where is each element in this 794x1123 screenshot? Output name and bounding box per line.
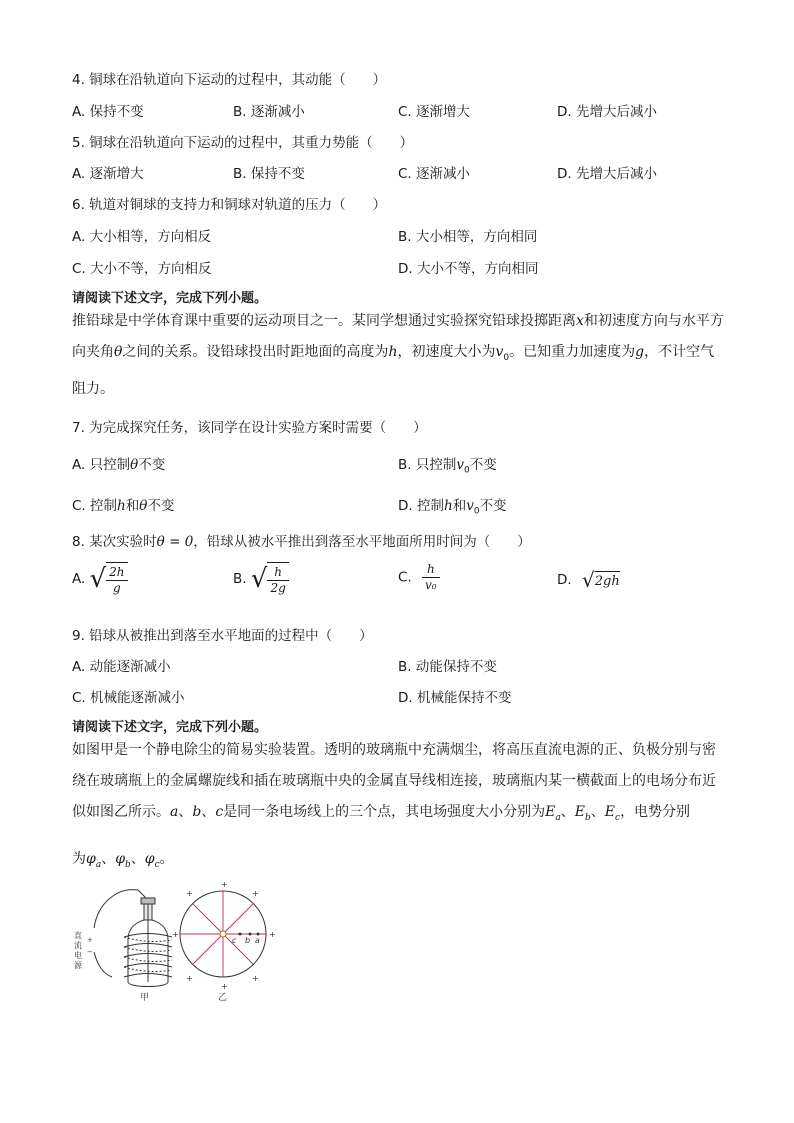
pt-c: c (215, 804, 224, 820)
q7-c-pre: C. 控制 (72, 498, 118, 514)
field-ec: E (604, 804, 616, 820)
q7-c-var2: θ (139, 498, 148, 514)
field-eb-sub: b (585, 812, 591, 823)
q8-stem-pre: 8. 某次实验时 (72, 534, 157, 550)
svg-text:+: + (221, 880, 228, 889)
q7-c-post: 不变 (147, 498, 175, 514)
power-plus: + (87, 936, 93, 944)
q8-stem-post: ，铅球从被水平推出到落至水平地面所用时间为（ ） (193, 534, 531, 550)
electrostatic-figure (68, 882, 278, 1002)
q7-d-mid: 和 (452, 498, 467, 514)
q9-option-b: B. 动能保持不变 (398, 659, 497, 675)
power-label-2: 流 (74, 941, 82, 950)
field-ea: E (545, 804, 556, 820)
q7-d-var1: h (443, 498, 453, 514)
potential-c: φ (144, 850, 155, 867)
potential-b-sub: b (125, 859, 131, 870)
q4-option-a: A. 保持不变 (72, 104, 144, 120)
sqrt-a: √ $\frac{2h}{g}$ (90, 562, 128, 596)
var-v-sub: 0 (503, 352, 510, 363)
q8-c-label: C. (398, 569, 412, 586)
wire-top (94, 890, 148, 928)
svg-text:+: + (172, 930, 179, 939)
q8-stem-eq: θ = 0 (156, 534, 194, 550)
potential-b: φ (115, 850, 125, 867)
q7-b-pre: B. 只控制 (398, 457, 457, 473)
q7-option-d (398, 494, 507, 517)
q6-option-a: A. 大小相等，方向相反 (72, 229, 212, 245)
passage-shot-put (72, 306, 724, 405)
q7-stem: 7. 为完成探究任务，该同学在设计实验方案时需要（ ） (72, 420, 427, 436)
q8-option-a (72, 562, 128, 596)
bottle-apparatus (94, 890, 172, 987)
q7-option-a (72, 453, 165, 473)
field-ea-sub: a (555, 812, 561, 823)
var-h: h (388, 344, 398, 360)
passage2-line3-c: ，电势分别 (620, 804, 691, 820)
passage1-text-5: 。已知重力加速度为 (509, 344, 636, 360)
power-label-1: 直 (74, 931, 82, 940)
q5-stem: 5. 铜球在沿轨道向下运动的过程中，其重力势能（ ） (72, 135, 414, 151)
sep-1: 、 (178, 804, 193, 820)
q8-stem (72, 530, 732, 550)
q4-stem: 4. 铜球在沿轨道向下运动的过程中，其动能（ ） (72, 72, 387, 88)
q7-b-sub: 0 (464, 465, 470, 476)
q5-option-d: D. 先增大后减小 (557, 166, 657, 182)
power-label-3: 电 (74, 951, 82, 960)
q7-d-pre: D. 控制 (398, 498, 444, 514)
bottle-cap (141, 898, 155, 904)
q4-option-b: B. 逐渐减小 (233, 104, 305, 120)
q8-c-den: v₀ (425, 578, 437, 592)
q7-c-mid: 和 (125, 498, 140, 514)
var-x: x (576, 313, 584, 329)
passage2-line-1: 如图甲是一个静电除尘的简易实验装置。透明的玻璃瓶中充满烟尘，将高压直流电源的正、负极分别与密 (72, 742, 716, 758)
var-g: g (635, 344, 645, 360)
point-c-dot (239, 933, 242, 936)
svg-text:+: + (269, 930, 276, 939)
passage2-line3-b: 是同一条电场线上的三个点，其电场强度大小分别为 (223, 804, 546, 820)
q9-option-a: A. 动能逐渐减小 (72, 659, 171, 675)
pt-a: a (170, 804, 179, 820)
passage1-text-4: ，初速度大小为 (397, 344, 496, 360)
svg-text:+: + (252, 889, 259, 898)
q8-b-label: B. (233, 571, 247, 587)
power-minus: − (87, 948, 93, 956)
reading-instruction-2: 请阅读下述文字，完成下列小题。 (72, 720, 268, 735)
q6-option-d: D. 大小不等，方向相同 (398, 261, 539, 277)
passage-electrostatic (72, 735, 724, 881)
svg-text:+: + (252, 974, 259, 983)
q6-option-c: C. 大小不等，方向相反 (72, 261, 212, 277)
passage2-line-2: 绕在玻璃瓶上的金属螺旋线和插在玻璃瓶中央的金属直导线相连接，玻璃瓶内某一横截面上的电场分布近 (72, 773, 716, 789)
field-eb: E (574, 804, 586, 820)
q8-b-den: 2g (270, 581, 286, 595)
passage1-text-2: 和初速度方向与水平方向夹角 (72, 313, 724, 360)
q4-option-c: C. 逐渐增大 (398, 104, 471, 120)
point-c-label: c (232, 936, 237, 945)
q7-d-post: 不变 (479, 498, 507, 514)
q8-option-c (398, 562, 440, 593)
q7-a-var: θ (130, 457, 139, 473)
passage2-line-3: 似如图乙所示。a、b、c是同一条电场线上的三个点，其电场强度大小分别为$E_a$、$E_b$、$E_c$，电势分别 (72, 804, 691, 823)
potential-a: φ (86, 850, 96, 867)
q4-option-d: D. 先增大后减小 (557, 104, 657, 120)
passage1-text-3: 之间的关系。设铅球投出时距地面的高度为 (122, 344, 389, 360)
q7-c-var1: h (117, 498, 126, 514)
sqrt-d: √2gh (581, 568, 620, 592)
point-a-label: a (255, 936, 260, 945)
passage2-line-4: 为$\varphi_a$、$\varphi_b$、$\varphi_c$。 (72, 850, 174, 870)
point-b-label: b (245, 936, 251, 945)
caption-yi: 乙 (218, 993, 228, 1003)
field-ec-sub: c (615, 812, 621, 823)
q7-b-post: 不变 (469, 457, 497, 473)
q8-b-num: h (267, 565, 288, 581)
q8-option-b (233, 562, 289, 596)
q5-option-a: A. 逐渐增大 (72, 166, 144, 182)
sqrt-b: √ $\frac{h}{2g}$ (251, 562, 289, 596)
pt-b: b (192, 804, 202, 820)
q7-d-sub: 0 (473, 506, 480, 517)
svg-text:+: + (221, 982, 228, 991)
q7-option-c (72, 494, 174, 514)
wire-bottom (94, 952, 112, 977)
q6-stem: 6. 轨道对铜球的支持力和铜球对轨道的压力（ ） (72, 197, 387, 213)
var-theta: θ (114, 344, 123, 360)
var-v: v (495, 344, 504, 360)
svg-text:+: + (186, 889, 193, 898)
q8-a-num: 2h (106, 565, 127, 581)
q7-a-post: 不变 (138, 457, 166, 473)
svg-text:+: + (186, 974, 193, 983)
q9-option-d: D. 机械能保持不变 (398, 690, 512, 706)
q9-stem: 9. 铅球从被推出到落至水平地面的过程中（ ） (72, 628, 373, 644)
passage1-text-1: 推铅球是中学体育课中重要的运动项目之一。某同学想通过实验探究铅球投掷距离 (72, 313, 576, 329)
q6-option-b: B. 大小相等，方向相同 (398, 229, 538, 245)
passage2-line3-a: 似如图乙所示。 (72, 804, 170, 820)
q8-a-den: g (113, 581, 121, 595)
q8-d-label: D. (557, 572, 572, 588)
potential-a-sub: a (95, 859, 102, 870)
passage2-line4-a: 为 (72, 850, 86, 867)
q9-option-c: C. 机械能逐渐减小 (72, 690, 185, 706)
q7-d-var2: v (466, 498, 474, 514)
sep-2: 、 (201, 804, 216, 820)
field-cross-section (172, 880, 276, 1003)
reading-instruction-1: 请阅读下述文字，完成下列小题。 (72, 291, 268, 306)
caption-jia: 甲 (140, 993, 150, 1003)
q5-option-b: B. 保持不变 (233, 166, 305, 182)
passage2-line4-b: 。 (159, 850, 174, 867)
q8-d-body: 2gh (595, 571, 620, 589)
power-label-4: 源 (74, 961, 82, 970)
center-wire-dot (220, 931, 226, 937)
q8-option-d (557, 568, 620, 592)
q7-a-pre: A. 只控制 (72, 457, 131, 473)
q7-option-b (398, 453, 497, 476)
q8-c-num: h (422, 562, 440, 578)
q7-b-var: v (456, 457, 464, 473)
q8-a-label: A. (72, 571, 86, 587)
potential-c-sub: c (154, 859, 160, 870)
passage1-text-6: ，不计空气阻力。 (72, 344, 715, 397)
q5-option-c: C. 逐渐减小 (398, 166, 471, 182)
